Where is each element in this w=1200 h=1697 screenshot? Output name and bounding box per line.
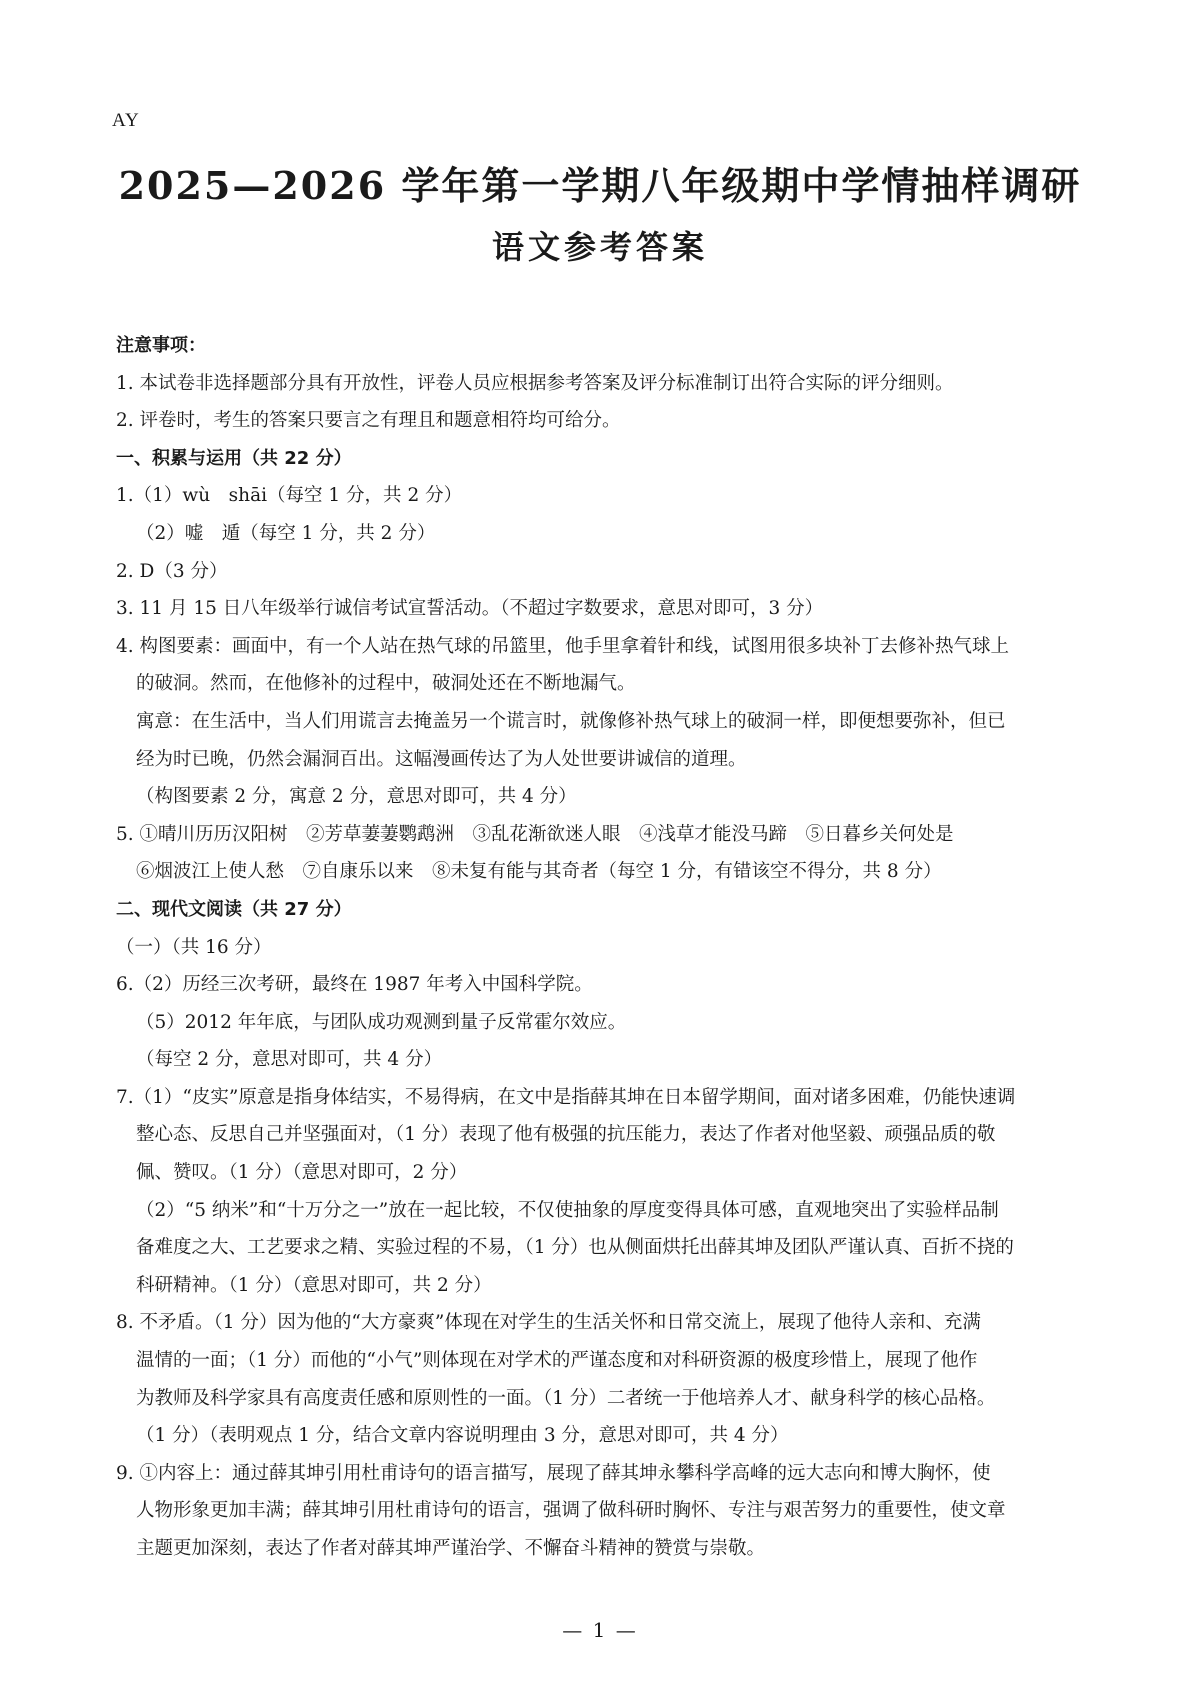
answer-line: （5）2012 年年底，与团队成功观测到量子反常霍尔效应。	[136, 1011, 627, 1033]
answer-line: （一）（共 16 分）	[116, 936, 272, 958]
answer-line: 科研精神。（1 分）（意思对即可，共 2 分）	[136, 1274, 492, 1296]
answer-line: （1 分）（表明观点 1 分，结合文章内容说明理由 3 分，意思对即可，共 4 分）	[136, 1425, 789, 1447]
section-heading: 二、现代文阅读（共 27 分）	[116, 898, 352, 920]
answer-content	[116, 327, 1096, 1568]
answer-line: 8. 不矛盾。（1 分）因为他的“大方豪爽”体现在对学生的生活关怀和日常交流上，展现了他待人亲和、充满	[116, 1312, 981, 1334]
answer-line: 4. 构图要素：画面中，有一个人站在热气球的吊篮里，他手里拿着针和线，试图用很多块补丁去修补热气球上	[116, 635, 1010, 657]
answer-line: 经为时已晚，仍然会漏洞百出。这幅漫画传达了为人处世要讲诚信的道理。	[136, 748, 747, 770]
answer-line: 5. ①晴川历历汉阳树 ②芳草萋萋鹦鹉洲 ③乱花渐欲迷人眼 ④浅草才能没马蹄 ⑤日暮乡关何处是	[116, 823, 954, 845]
answer-line: （每空 2 分，意思对即可，共 4 分）	[136, 1049, 443, 1071]
answer-line: 备难度之大、工艺要求之精、实验过程的不易，（1 分）也从侧面烘托出薛其坤及团队严谨认真、百折不挠的	[136, 1237, 1014, 1259]
answer-line: （构图要素 2 分，寓意 2 分，意思对即可，共 4 分）	[136, 786, 577, 808]
page-number: — 1 —	[562, 1618, 638, 1642]
answer-line: 整心态、反思自己并坚强面对，（1 分）表现了他有极强的抗压能力，表达了作者对他坚毅、顽强品质的敬	[136, 1124, 996, 1146]
answer-line: 人物形象更加丰满；薛其坤引用杜甫诗句的语言，强调了做科研时胸怀、专注与艰苦努力的重要性，使文章	[136, 1500, 1006, 1522]
answer-line: 寓意：在生活中，当人们用谎言去掩盖另一个谎言时，就像修补热气球上的破洞一样，即便想要弥补，但已	[136, 710, 1006, 732]
paper-code: AY	[112, 110, 140, 131]
answer-line: 2. 评卷时，考生的答案只要言之有理且和题意相符均可给分。	[116, 410, 621, 432]
section-heading: 一、积累与运用（共 22 分）	[116, 447, 352, 469]
answer-line: 1. 本试卷非选择题部分具有开放性，评卷人员应根据参考答案及评分标准制订出符合实际的评分细则。	[116, 372, 954, 394]
answer-line: 9. ①内容上：通过薛其坤引用杜甫诗句的语言描写，展现了薛其坤永攀科学高峰的远大志向和博大胸怀，使	[116, 1462, 991, 1484]
answer-line: （2）嘘 遁（每空 1 分，共 2 分）	[136, 522, 436, 544]
answer-line: 6.（2）历经三次考研，最终在 1987 年考入中国科学院。	[116, 974, 593, 996]
exam-title: 2025—2026 学年第一学期八年级期中学情抽样调研	[118, 163, 1082, 208]
exam-subtitle: 语文参考答案	[491, 228, 708, 266]
answer-line: 佩、赞叹。（1 分）（意思对即可，2 分）	[136, 1162, 468, 1184]
section-heading: 注意事项：	[116, 335, 206, 356]
answer-line: ⑥烟波江上使人愁 ⑦自康乐以来 ⑧未复有能与其奇者（每空 1 分，有错该空不得分，共 8 分）	[136, 861, 942, 883]
answer-line: 2. D（3 分）	[116, 560, 228, 582]
answer-line: 7.（1）“皮实”原意是指身体结实，不易得病，在文中是指薛其坤在日本留学期间，面对诸多困难，仍能快速调	[116, 1086, 1016, 1108]
answer-line: （2）“5 纳米”和“十万分之一”放在一起比较，不仅使抽象的厚度变得具体可感，直观地突出了实验样品制	[136, 1199, 999, 1221]
answer-line: 温情的一面；（1 分）而他的“小气”则体现在对学术的严谨态度和对科研资源的极度珍惜上，展现了他作	[136, 1350, 978, 1372]
answer-line: 主题更加深刻，表达了作者对薛其坤严谨治学、不懈奋斗精神的赞赏与崇敬。	[136, 1538, 766, 1559]
answer-line: 3. 11 月 15 日八年级举行诚信考试宣誓活动。（不超过字数要求，意思对即可，3 分）	[116, 598, 824, 620]
answer-line: 为教师及科学家具有高度责任感和原则性的一面。（1 分）二者统一于他培养人才、献身科学的核心品格。	[136, 1387, 996, 1409]
answer-line: 1.（1）wù shāi（每空 1 分，共 2 分）	[116, 485, 463, 507]
answer-line: 的破洞。然而，在他修补的过程中，破洞处还在不断地漏气。	[136, 673, 636, 695]
